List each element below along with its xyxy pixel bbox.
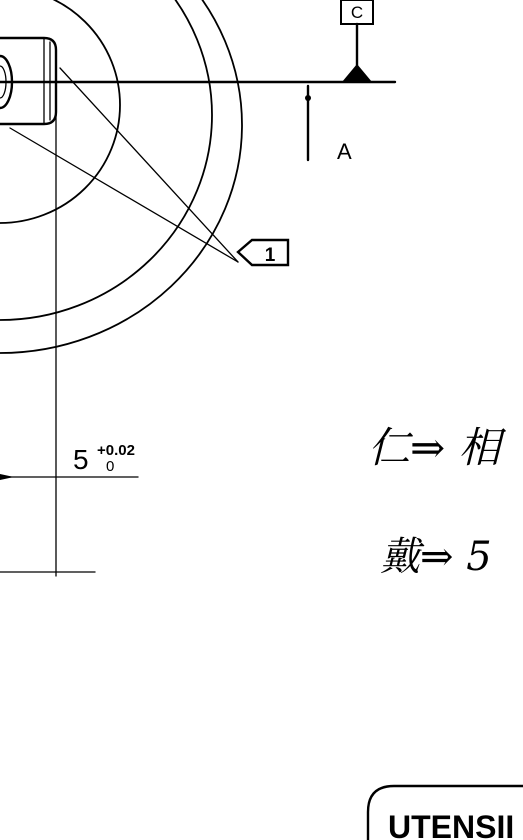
dimension-5 (0, 442, 138, 480)
handwritten-note-2: 戴⇒ 5 (380, 534, 492, 580)
datum-c-letter: C (350, 3, 364, 22)
part-outline (0, 0, 242, 353)
tolerance-lower: 0 (106, 458, 115, 475)
datum-c-symbol (341, 0, 373, 82)
inner-circle-arc (0, 0, 120, 223)
title-block (368, 786, 523, 840)
leader-line-lower (10, 128, 238, 262)
handwritten-notes (368, 423, 507, 580)
balloon-number: 1 (264, 245, 276, 266)
balloon-1 (238, 240, 288, 266)
title-block-label: UTENSII (388, 809, 515, 840)
datum-c-triangle (342, 64, 372, 82)
datum-a-marker (305, 86, 352, 164)
dimension-nominal: 5 (73, 444, 89, 475)
datum-a-dot (305, 95, 311, 101)
outer-circle-arc (0, 0, 242, 353)
handwritten-note-1: 仁⇒ 相 (368, 423, 501, 472)
tolerance-upper: +0.02 (97, 442, 135, 459)
datum-a-letter: A (337, 139, 352, 164)
dimension-arrowhead (0, 474, 14, 480)
balloon-flag (238, 240, 288, 265)
